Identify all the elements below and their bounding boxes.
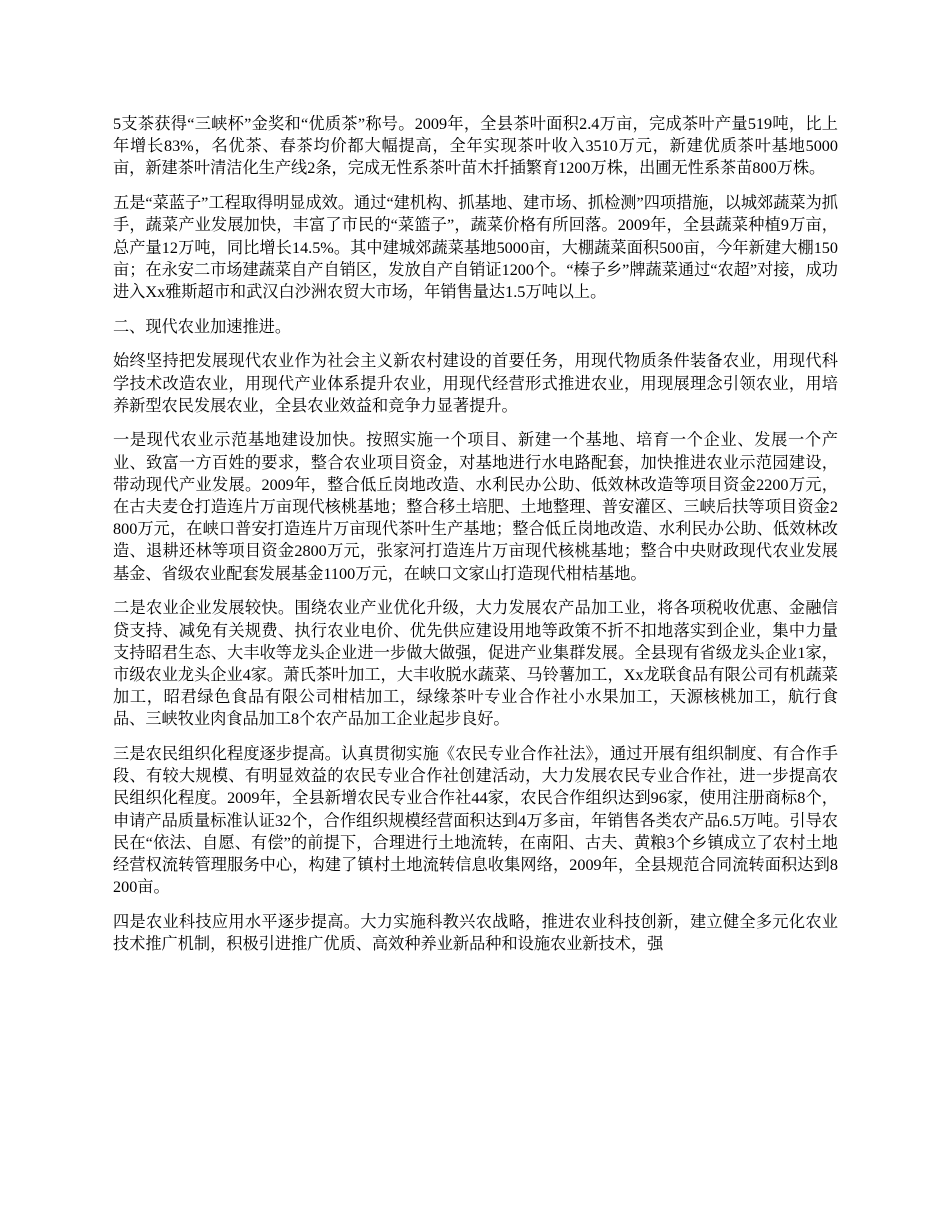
paragraph-farmer-organization: 三是农民组织化程度逐步提高。认真贯彻实施《农民专业合作社法》，通过开展有组织制度、有合作手段、有较大规模、有明显效益的农民专业合作社创建活动，大力发展农民专业合作社，进一步提高农民组织化程度。2009年，全县新增农民专业合作社44家，农民合作组织达到96家，使用注册商标8个，申请产品质量标准认证32个，合作组织规模经营面积达到4万多亩，年销售各类农产品6.5万吨。引导农民在“依法、自愿、有偿”的前提下，合理进行土地流转，在南阳、古夫、黄粮3个乡镇成立了农村土地经营权流转管理服务中心，构建了镇村土地流转信息收集网络，2009年，全县规范合同流转面积达到8200亩。 <box>113 745 838 897</box>
paragraph-vegetable-basket: 五是“菜蓝子”工程取得明显成效。通过“建机构、抓基地、建市场、抓检测”四项措施，以城郊蔬菜为抓手，蔬菜产业发展加快，丰富了市民的“菜篮子”，蔬菜价格有所回落。2009年，全县蔬菜种植9万亩，总产量12万吨，同比增长14.5%。其中建城郊蔬菜基地5000亩，大棚蔬菜面积500亩，今年新建大棚150亩；在永安二市场建蔬菜自产自销区，发放自产自销证1200个。“榛子乡”牌蔬菜通过“农超”对接，成功进入Xx雅斯超市和武汉白沙洲农贸大市场，年销售量达1.5万吨以上。 <box>113 194 838 301</box>
paragraph-agri-enterprises: 二是农业企业发展较快。围绕农业产业优化升级，大力发展农产品加工业，将各项税收优惠、金融信贷支持、减免有关规费、执行农业电价、优先供应建设用地等政策不折不扣地落实到企业，集中力量支持昭君生态、大丰收等龙头企业进一步做大做强，促进产业集群发展。全县现有省级龙头企业1家，市级农业龙头企业4家。萧氏茶叶加工，大丰收脱水蔬菜、马铃薯加工，Xx龙联食品有限公司有机蔬菜加工，昭君绿色食品有限公司柑桔加工，绿缘茶叶专业合作社小水果加工，天源核桃加工，航行食品、三峡牧业肉食品加工8个农产品加工企业起步良好。 <box>113 599 838 729</box>
paragraph-tea-industry: 5支茶获得“三峡杯”金奖和“优质茶”称号。2009年，全县茶叶面积2.4万亩，完成茶叶产量519吨，比上年增长83%，名优茶、春茶均价都大幅提高，全年实现茶叶收入3510万元，新建优质茶叶基地5000亩，新建茶叶清洁化生产线2条，完成无性系茶叶苗木扦插繁育1200万株，出圃无性系茶苗800万株。 <box>113 115 838 178</box>
section-heading-modern-agriculture: 二、现代农业加速推进。 <box>113 317 292 336</box>
paragraph-demonstration-base: 一是现代农业示范基地建设加快。按照实施一个项目、新建一个基地、培育一个企业、发展一个产业、致富一方百姓的要求，整合农业项目资金，对基地进行水电路配套，加快推进农业示范园建设，带动现代产业发展。2009年，整合低丘岗地改造、水利民办公助、低效林改造等项目资金2200万元，在古夫麦仓打造连片万亩现代核桃基地；整合移土培肥、土地整理、普安灌区、三峡后扶等项目资金2800万元，在峡口普安打造连片万亩现代茶叶生产基地；整合低丘岗地改造、水利民办公助、低效林改造、退耕还林等项目资金2800万元，张家河打造连片万亩现代核桃基地；整合中央财政现代农业发展基金、省级农业配套发展基金1100万元，在峡口文家山打造现代柑桔基地。 <box>113 431 838 583</box>
paragraph-modern-agriculture-intro: 始终坚持把发展现代农业作为社会主义新农村建设的首要任务，用现代物质条件装备农业，用现代科学技术改造农业，用现代产业体系提升农业，用现代经营形式推进农业，用现展理念引领农业，用培养新型农民发展农业，全县农业效益和竞争力显著提升。 <box>113 352 838 415</box>
paragraph-agri-technology: 四是农业科技应用水平逐步提高。大力实施科教兴农战略，推进农业科技创新，建立健全多元化农业技术推广机制，积极引进推广优质、高效种养业新品种和设施农业新技术，强 <box>113 913 838 954</box>
document-body <box>113 113 838 968</box>
